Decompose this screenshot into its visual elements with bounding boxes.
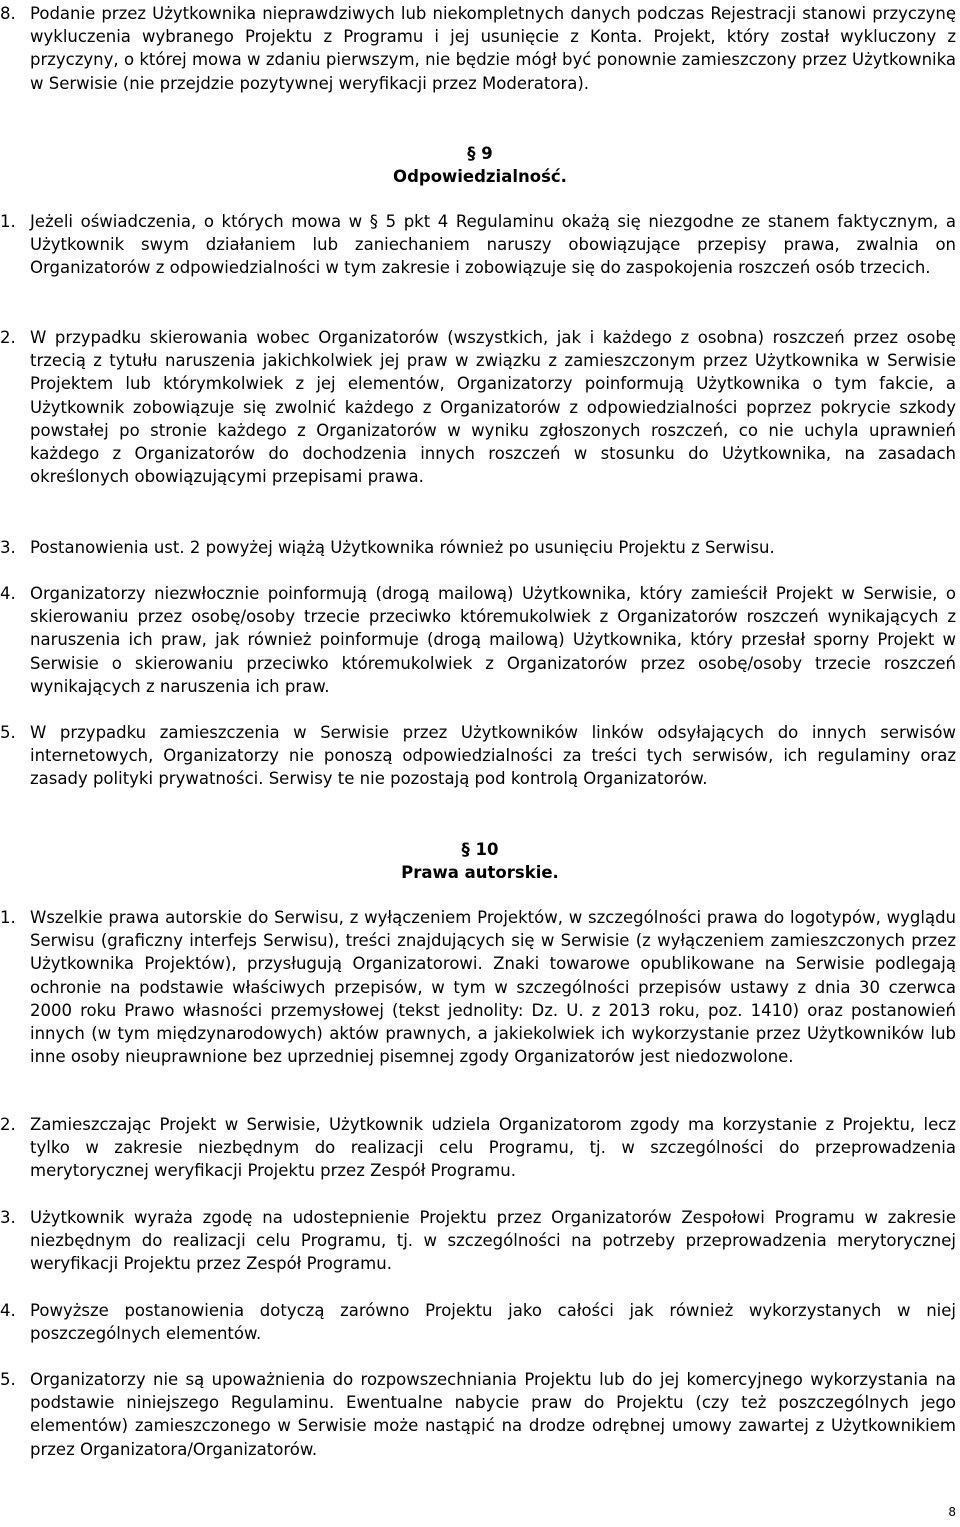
item-number: 2. bbox=[0, 1115, 16, 1134]
section-10-number bbox=[0, 838, 960, 861]
item-number: 8. bbox=[0, 4, 16, 23]
item-number: 3. bbox=[0, 538, 16, 557]
item-text: Podanie przez Użytkownika nieprawdziwych lub niekompletnych danych podczas Rejestracji stanowi przyczynę wykluczenia wybranego Projektu z Programu i jej usunięcie z Konta. Projekt, który został wykluczony z przyczyny, o której mowa w zdaniu pierwszym, nie będzie mógł być ponownie zamieszczony przez Użytkownika w Serwisie (nie przejdzie pozytywnej weryfikacji przez Moderatora). bbox=[30, 4, 956, 93]
section-number: 10 bbox=[475, 840, 499, 859]
item-text: Powyższe postanowienia dotyczą zarówno Projektu jako całości jak również wykorzystanych w niej poszczególnych elementów. bbox=[30, 1301, 956, 1344]
list-item bbox=[0, 721, 956, 791]
item-number: 1. bbox=[0, 212, 16, 231]
item-text: Zamieszczając Projekt w Serwisie, Użytkownik udziela Organizatorom zgody ma korzystanie z Projektu, lecz tylko w zakresie niezbędnym do realizacji celu Programu, tj. w szczególności do przeprowadzenia merytorycznej weryfikacji Projektu przez Zespół Programu. bbox=[30, 1115, 956, 1181]
list-item bbox=[0, 210, 956, 280]
item-text: W przypadku zamieszczenia w Serwisie przez Użytkowników linków odsyłających do innych serwisów internetowych, Organizatorzy nie ponoszą odpowiedzialności za treści tych serwisów, ich regulaminy oraz zasady polityki prywatności. Serwisy te nie pozostają pod kontrolą Organizatorów. bbox=[30, 723, 956, 789]
item-text: Organizatorzy nie są upoważnienia do rozpowszechniania Projektu lub do jej komercyjnego wykorzystania na podstawie niniejszego Regulaminu. Ewentualne nabycie praw do Projektu (czy też poszczególnych jego elementów) zamieszczonego w Serwisie może nastąpić na drodze odrębnej umowy zawartej z Użytkownikiem przez Organizatora/Organizatorów. bbox=[30, 1370, 956, 1459]
list-item bbox=[0, 2, 956, 95]
list-item bbox=[0, 1299, 956, 1345]
list-item bbox=[0, 582, 956, 698]
item-number: 4. bbox=[0, 584, 16, 603]
item-text: W przypadku skierowania wobec Organizatorów (wszystkich, jak i każdego z osobna) roszczeń przez osobę trzecią z tytułu naruszenia jakichkolwiek jej praw w związku z zamieszczonym przez Użytkownika w Serwisie Projektem lub którymkolwiek z jej elementów, Organizatorzy poinformują Użytkownika o tym fakcie, a Użytkownik zobowiązuje się zwolnić każdego z Organizatorów z odpowiedzialności poprzez pokrycie szkody powstałej po stronie każdego z Organizatorów w wyniku zgłoszonych roszczeń, co nie uchyla uprawnień każdego z Organizatorów do dochodzenia innych roszczeń w stosunku do Użytkownika, na zasadach określonych obowiązującymi przepisami prawa. bbox=[30, 328, 956, 487]
item-text: Postanowienia ust. 2 powyżej wiążą Użytkownika również po usunięciu Projektu z Serwisu. bbox=[30, 538, 775, 557]
page-number: 8 bbox=[948, 1505, 956, 1519]
item-number: 5. bbox=[0, 1370, 16, 1389]
item-number: 4. bbox=[0, 1301, 16, 1320]
list-item bbox=[0, 1113, 956, 1183]
item-number: 5. bbox=[0, 723, 16, 742]
list-item bbox=[0, 1368, 956, 1461]
item-text: Wszelkie prawa autorskie do Serwisu, z wyłączeniem Projektów, w szczególności prawa do logotypów, wyglądu Serwisu (graficzny interfejs Serwisu), treści znajdujących się w Serwisie (z wyłączeniem zamieszczonych przez Użytkownika Projektów), przysługują Organizatorowi. Znaki towarowe opublikowane na Serwisie podlegają ochronie na podstawie właściwych przepisów, w tym w szczególności przepisów ustawy z dnia 30 czerwca 2000 roku Prawo własności przemysłowej (tekst jednolity: Dz. U. z 2013 roku, poz. 1410) oraz postanowień innych (w tym międzynarodowych) aktów prawnych, a jakiekolwiek ich wykorzystanie przez Użytkowników lub inne osoby nieuprawnione bez uprzedniej pisemnej zgody Organizatorów jest niedozwolone. bbox=[30, 908, 956, 1067]
item-text: Organizatorzy niezwłocznie poinformują (drogą mailową) Użytkownika, który zamieścił Projekt w Serwisie, o skierowaniu przez osobę/osoby trzecie przeciwko któremukolwiek z Organizatorów roszczeń wynikających z naruszenia ich praw, jak również poinformuje (drogą mailową) Użytkownika, który przesłał sporny Projekt w Serwisie o skierowaniu przeciwko któremukolwiek z Organizatorów przez osobę/osoby trzecie roszczeń wynikających z naruszenia ich praw. bbox=[30, 584, 956, 696]
item-number: 2. bbox=[0, 328, 16, 347]
list-item bbox=[0, 1206, 956, 1276]
item-number: 3. bbox=[0, 1208, 16, 1227]
section-9-number bbox=[0, 142, 960, 165]
item-text: Jeżeli oświadczenia, o których mowa w § 5 pkt 4 Regulaminu okażą się niezgodne ze stanem faktycznym, a Użytkownik swym działaniem lub zaniechaniem naruszy obowiązujące przepisy prawa, zwalnia on Organizatorów z odpowiedzialności w tym zakresie i zobowiązuje się do zaspokojenia roszczeń osób trzecich. bbox=[30, 212, 956, 278]
section-number: 9 bbox=[481, 144, 493, 163]
list-item bbox=[0, 536, 956, 559]
section-symbol: § bbox=[461, 840, 470, 859]
list-item bbox=[0, 906, 956, 1068]
section-10-title: Prawa autorskie. bbox=[401, 863, 559, 882]
section-9-title: Odpowiedzialność. bbox=[393, 167, 567, 186]
section-symbol: § bbox=[467, 144, 476, 163]
item-number: 1. bbox=[0, 908, 16, 927]
list-item bbox=[0, 326, 956, 488]
item-text: Użytkownik wyraża zgodę na udostepnienie Projektu przez Organizatorów Zespołowi Programu w zakresie niezbędnym do realizacji celu Programu, tj. w szczególności na potrzeby przeprowadzenia merytorycznej weryfikacji Projektu przez Zespół Programu. bbox=[30, 1208, 956, 1274]
